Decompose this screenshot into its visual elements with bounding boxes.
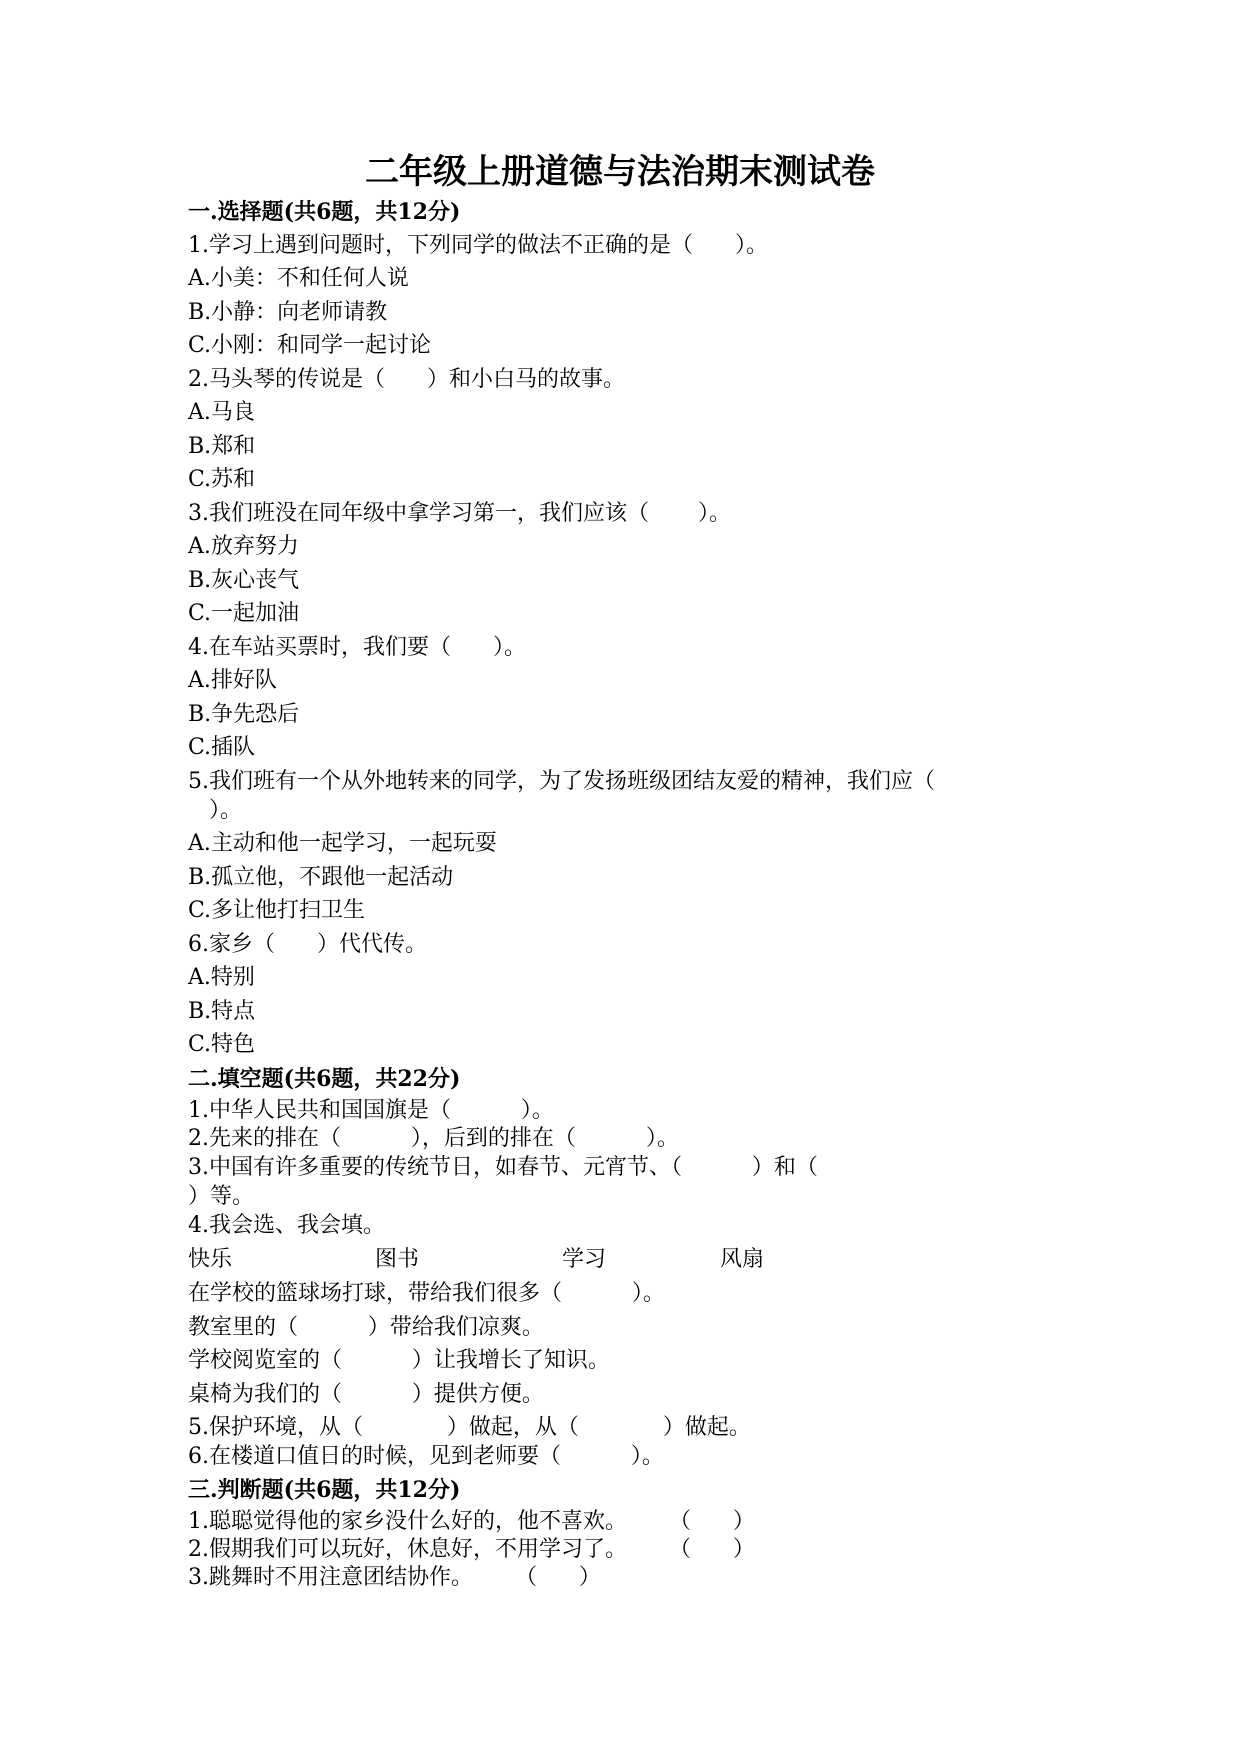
option-line: B.争先恐后 xyxy=(188,702,300,727)
fill-line: 教室里的（ ）带给我们凉爽。 xyxy=(188,1315,544,1340)
question-line: 4.我会选、我会填。 xyxy=(188,1213,385,1238)
word-bank-item: 学习 xyxy=(562,1247,607,1272)
option-line: C.多让他打扫卫生 xyxy=(188,898,366,923)
section-heading: 一.选择题(共6题，共12分) xyxy=(188,199,461,225)
option-line: A.主动和他一起学习，一起玩耍 xyxy=(188,831,497,856)
question-line: 6.在楼道口值日的时候，见到老师要（ ）。 xyxy=(188,1444,664,1469)
word-bank-item: 风扇 xyxy=(720,1247,765,1272)
page-title: 二年级上册道德与法治期末测试卷 xyxy=(365,152,875,192)
option-line: C.苏和 xyxy=(188,467,256,492)
section-heading: 三.判断题(共6题，共12分) xyxy=(188,1477,461,1503)
option-line: B.孤立他，不跟他一起活动 xyxy=(188,865,454,890)
question-line: 6.家乡（ ）代代传。 xyxy=(188,932,427,957)
option-line: A.小美：不和任何人说 xyxy=(188,266,409,291)
question-line: 3.跳舞时不用注意团结协作。 （ ） xyxy=(188,1565,601,1590)
option-line: C.特色 xyxy=(188,1032,256,1057)
option-line: B.特点 xyxy=(188,999,256,1024)
option-line: A.排好队 xyxy=(188,668,277,693)
question-line: 5.保护环境，从（ ）做起，从（ ）做起。 xyxy=(188,1415,751,1440)
option-line: B.郑和 xyxy=(188,434,256,459)
option-line: C.小刚：和同学一起讨论 xyxy=(188,333,432,358)
question-line: 3.中国有许多重要的传统节日，如春节、元宵节、（ ）和（ xyxy=(188,1155,818,1180)
question-line: 2.假期我们可以玩好，休息好，不用学习了。 （ ） xyxy=(188,1537,755,1562)
question-line: 1.中华人民共和国国旗是（ ）。 xyxy=(188,1098,554,1123)
question-line: 1.聪聪觉得他的家乡没什么好的，他不喜欢。 （ ） xyxy=(188,1509,755,1534)
question-line: 1.学习上遇到问题时，下列同学的做法不正确的是（ ）。 xyxy=(188,233,768,258)
section-heading: 二.填空题(共6题，共22分) xyxy=(188,1066,461,1092)
option-line: B.灰心丧气 xyxy=(188,568,300,593)
word-bank-item: 快乐 xyxy=(188,1247,233,1272)
question-line: 3.我们班没在同年级中拿学习第一，我们应该（ ）。 xyxy=(188,501,731,526)
option-line: B.小静：向老师请教 xyxy=(188,300,388,325)
fill-line: 学校阅览室的（ ）让我增长了知识。 xyxy=(188,1348,610,1373)
option-line: A.放弃努力 xyxy=(188,534,299,559)
question-line: 5.我们班有一个从外地转来的同学，为了发扬班级团结友爱的精神，我们应（ xyxy=(188,769,935,794)
question-line: 2.马头琴的传说是（ ）和小白马的故事。 xyxy=(188,367,625,392)
question-line: 2.先来的排在（ ），后到的排在（ ）。 xyxy=(188,1126,679,1151)
word-bank-item: 图书 xyxy=(375,1247,420,1272)
option-line: C.插队 xyxy=(188,735,256,760)
fill-line: 在学校的篮球场打球，带给我们很多（ ）。 xyxy=(188,1281,665,1306)
option-line: A.特别 xyxy=(188,965,255,990)
option-line: A.马良 xyxy=(188,400,255,425)
option-line: C.一起加油 xyxy=(188,601,300,626)
question-line-continued: ）。 xyxy=(188,798,242,823)
question-line: 4.在车站买票时，我们要（ ）。 xyxy=(188,635,526,660)
question-line-continued: ）等。 xyxy=(188,1184,255,1209)
fill-line: 桌椅为我们的（ ）提供方便。 xyxy=(188,1382,544,1407)
